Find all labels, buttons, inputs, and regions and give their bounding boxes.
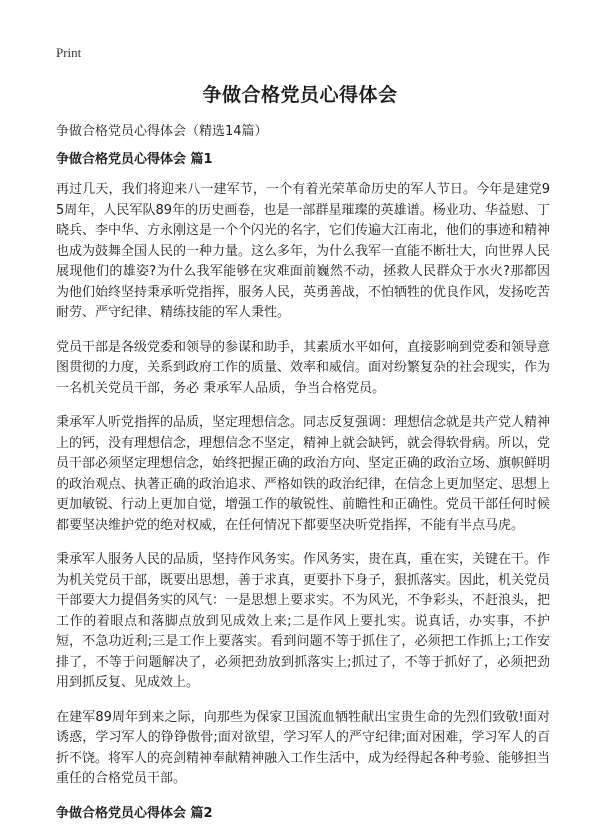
document-body xyxy=(56,150,550,834)
paragraph: 在建军89周年到来之际，向那些为保家卫国流血牺牲献出宝贵生命的先烈们致敬!面对诱惑，学习军人的铮铮傲骨;面对欲望，学习军人的严守纪律;面对困难，学习军人的百折不饶。将军人的亮剑精神奉献精神融入工作生活中，成为经得起各种考验、能够担当重任的合格党员干部。 xyxy=(56,709,551,786)
paragraph: 秉承军人服务人民的品质，坚持作风务实。作风务实，贵在真，重在实，关键在干。作为机关党员干部，既要出思想，善于求真，更要扑下身子，狠抓落实。因此，机关党员干部要大力提倡务实的风气：一是思想上要求实。不为风光，不争彩头，不赶浪头，把工作的着眼点和落脚点放到见成效上来;二是作风上要扎实。说真话，办实事，不护短，不急功近利;三是工作上要落实。看到问题不等于抓住了，必须把工作抓上;工作安排了，不等于问题解决了，必须把劲放到抓落实上;抓过了，不等于抓好了，必须把劲用到抓反复、见成效上。 xyxy=(56,552,551,690)
section-heading: 争做合格党员心得体会 篇1 xyxy=(56,152,213,167)
paragraph: 再过几天，我们将迎来八一建军节，一个有着光荣革命历史的军人节日。今年是建党95周年，人民军队89年的历史画卷，也是一部群星璀璨的英雄谱。杨业功、华益慰、丁晓兵、李中华、方永刚这是一个个闪光的名字，它们传遍大江南北，他们的事迹和精神也成为鼓舞全国人民的一种力量。这么多年，为什么我军一直能不断壮大，向世界人民展现他们的雄姿?为什么我军能够在灾难面前巍然不动，拯救人民群众于水火?那都因为他们始终坚持秉承听党指挥，服务人民，英勇善战，不怕牺牲的优良作风，发扬吃苦耐劳、严守纪律、精练技能的军人秉性。 xyxy=(56,182,551,320)
section-heading: 争做合格党员心得体会 篇2 xyxy=(56,805,213,821)
paragraph: 党员干部是各级党委和领导的参谋和助手，其素质水平如何，直接影响到党委和领导意图贯彻的力度，关系到政府工作的质量、效率和威信。面对纷繁复杂的社会现实，作为一名机关党员干部，务必 秉承军人品质，争当合格党员。 xyxy=(56,339,551,396)
paragraph: 秉承军人听党指挥的品质，坚定理想信念。同志反复强调：理想信念就是共产党人精神上的钙，没有理想信念，理想信念不坚定，精神上就会缺钙，就会得软骨病。所以，党员干部必须坚定理想信念，始终把握正确的政治方向、坚定正确的政治立场、旗帜鲜明的政治观点、执著正确的政治追求、严格如铁的政治纪律，在信念上更加坚定、思想上更加敏锐、行动上更加自觉，增强工作的敏锐性、前瞻性和正确性。党员干部任何时候都要坚决维护党的绝对权威，在任何情况下都要坚决听党指挥，不能有半点马虎。 xyxy=(56,415,551,533)
print-link[interactable]: Print xyxy=(56,45,82,60)
page-title: 争做合格党员心得体会 xyxy=(202,84,398,106)
document-subtitle: 争做合格党员心得体会（精选14篇） xyxy=(56,124,268,139)
